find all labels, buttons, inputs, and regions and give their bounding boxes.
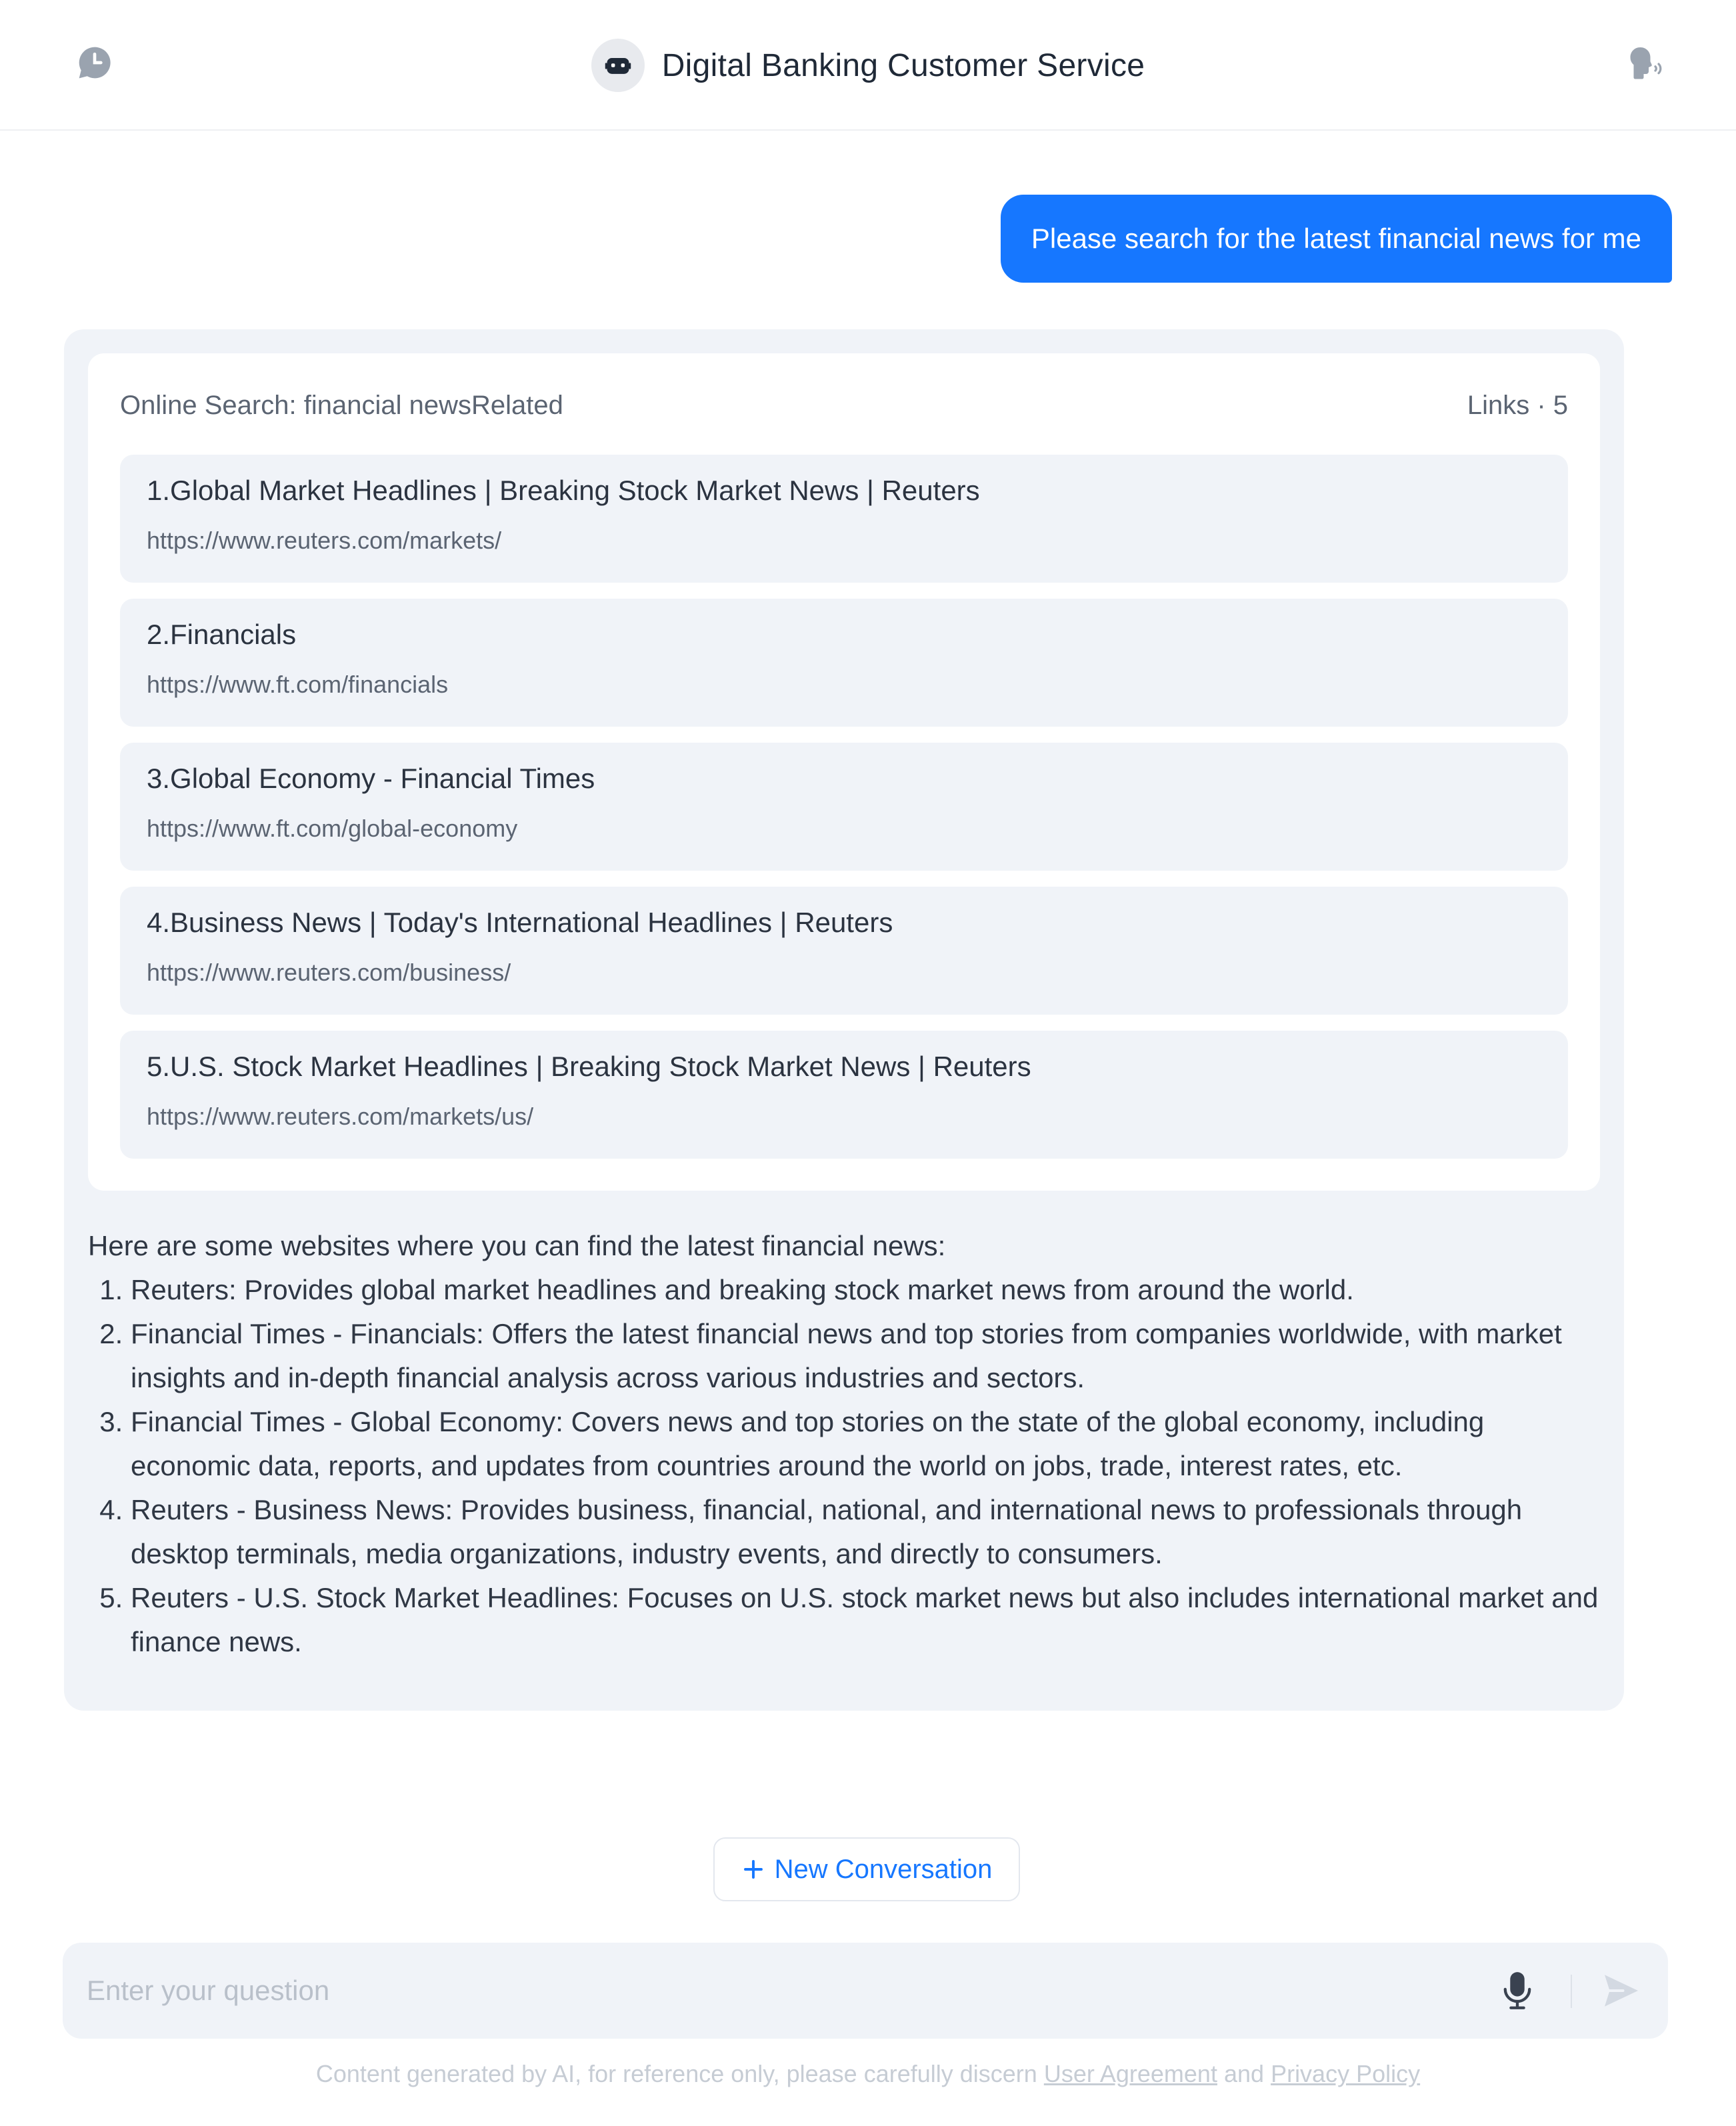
and-text: and [1223, 2060, 1265, 2087]
header-bar [0, 0, 1736, 131]
search-result-url: https://www.reuters.com/business/ [147, 959, 511, 986]
title-group [0, 37, 1736, 93]
answer-list-item: 3. Financial Times - Global Economy: Covers news and top stories on the state of the global economy, including economic data, reports, and updates from countries around the world on jobs, trade, interest rates, etc. [131, 1400, 1601, 1488]
disclaimer-text: Content generated by AI, for reference only, please carefully discern [315, 2060, 1037, 2087]
search-result-item[interactable] [120, 1031, 1568, 1159]
search-result-title: 3.Global Economy - Financial Times [147, 763, 595, 794]
search-result-title: 1.Global Market Headlines | Breaking Stock Market News | Reuters [147, 475, 980, 506]
search-result-title: 4.Business News | Today's International Headlines | Reuters [147, 907, 893, 938]
page-title: Digital Banking Customer Service [661, 47, 1145, 83]
search-result-url: https://www.ft.com/global-economy [147, 815, 518, 842]
footer-disclaimer [0, 2060, 1736, 2097]
search-results-header [120, 385, 1568, 425]
assistant-answer-card [64, 329, 1624, 1711]
robot-icon [591, 39, 645, 92]
plus-icon [741, 1857, 765, 1881]
search-result-item[interactable] [120, 887, 1568, 1015]
answer-list [88, 1268, 1601, 1664]
search-result-item[interactable] [120, 455, 1568, 583]
search-result-url: https://www.ft.com/financials [147, 671, 449, 698]
links-count: Links · 5 [1467, 390, 1568, 420]
search-result-item[interactable] [120, 743, 1568, 871]
search-result-url: https://www.reuters.com/markets/us/ [147, 1103, 534, 1130]
answer-intro: Here are some websites where you can find the latest financial news: [88, 1230, 946, 1261]
search-query-label: Online Search: financial newsRelated [120, 390, 563, 420]
input-divider [1571, 1975, 1572, 2008]
user-message-bubble: Please search for the latest financial news for me [1001, 195, 1672, 283]
question-input-bar [63, 1943, 1668, 2039]
new-conversation-label: New Conversation [774, 1854, 993, 1884]
search-result-item[interactable] [120, 599, 1568, 727]
send-icon[interactable] [1599, 1969, 1644, 2012]
search-result-title: 5.U.S. Stock Market Headlines | Breaking Stock Market News | Reuters [147, 1051, 1031, 1082]
answer-list-item: 1. Reuters: Provides global market headlines and breaking stock market news from around the world. [131, 1268, 1601, 1312]
question-input[interactable] [85, 1963, 1472, 2019]
privacy-policy-link[interactable]: Privacy Policy [1271, 2060, 1421, 2087]
search-results-panel [88, 353, 1600, 1191]
user-agreement-link[interactable]: User Agreement [1043, 2060, 1217, 2087]
answer-text [88, 1224, 1601, 1664]
search-result-url: https://www.reuters.com/markets/ [147, 527, 502, 554]
microphone-icon[interactable] [1496, 1969, 1539, 2012]
search-result-title: 2.Financials [147, 619, 297, 650]
voice-speaker-icon[interactable] [1624, 43, 1667, 85]
answer-list-item: 2. Financial Times - Financials: Offers the latest financial news and top stories from companies worldwide, with market insights and in-depth financial analysis across various industries and sectors. [131, 1312, 1601, 1400]
answer-list-item: 5. Reuters - U.S. Stock Market Headlines: Focuses on U.S. stock market news but also includes international market and finance news. [131, 1576, 1601, 1664]
new-conversation-button[interactable] [713, 1837, 1020, 1901]
answer-list-item: 4. Reuters - Business News: Provides business, financial, national, and international news to professionals through desktop terminals, media organizations, industry events, and directly to consumers. [131, 1488, 1601, 1576]
